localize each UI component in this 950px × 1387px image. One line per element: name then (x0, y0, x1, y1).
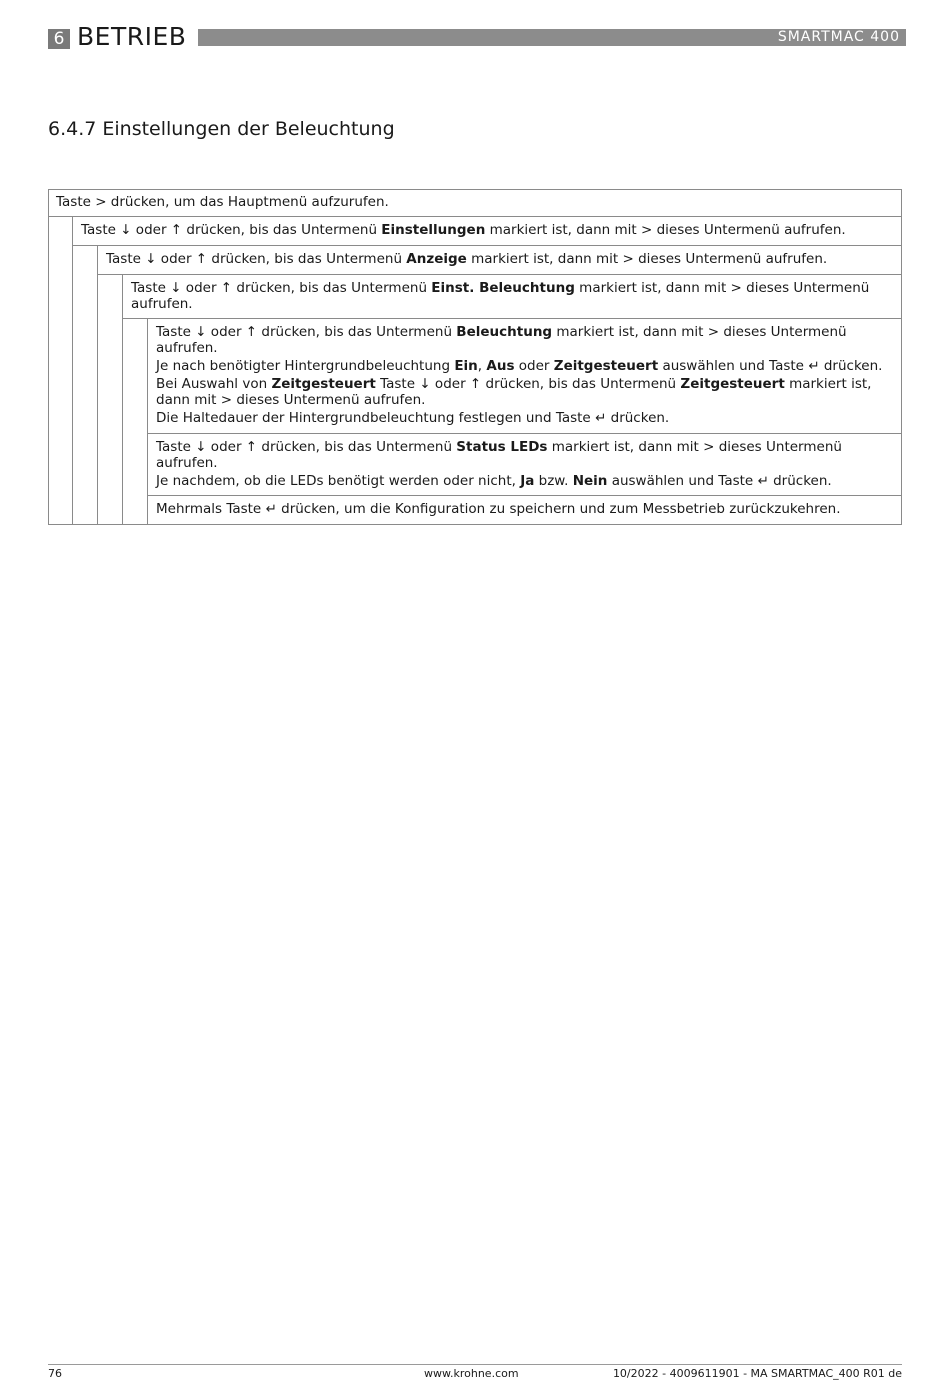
chapter-title: BETRIEB (77, 22, 187, 51)
step-6-l2-pre: Je nachdem, ob die LEDs benötigt werden oder nicht, (156, 473, 521, 489)
footer-divider (48, 1364, 902, 1365)
step-2-post: markiert ist, dann mit > dieses Untermenü aufrufen. (485, 222, 846, 238)
step-row-5 (148, 319, 902, 434)
steps-table (48, 189, 902, 525)
option-zeitgesteuert: Zeitgesteuert (553, 358, 659, 374)
step-3-text (106, 251, 896, 267)
step-row-6 (148, 434, 902, 496)
step-4-menu-einst-beleuchtung: Einst. Beleuchtung (431, 280, 575, 296)
footer-doc-ref: 10/2022 - 4009611901 - MA SMARTMAC_400 R01 de (612, 1367, 902, 1380)
step-3-post: markiert ist, dann mit > dieses Untermenü aufrufen. (466, 251, 828, 267)
chapter-number: 6 (48, 29, 70, 49)
indent-column-4 (123, 318, 148, 525)
step-4-post: markiert ist, dann mit > dieses Untermenü aufrufen. (131, 280, 870, 312)
option-ja: Ja (520, 473, 535, 489)
step-row-7 (148, 496, 902, 525)
indent-column-3 (98, 274, 123, 525)
step-3-pre: Taste ↓ oder ↑ drücken, bis das Untermenü (106, 251, 407, 267)
step-4-text (131, 280, 896, 312)
step-6-line-1 (156, 439, 896, 471)
step-6-l1-pre: Taste ↓ oder ↑ drücken, bis das Untermenü (156, 439, 457, 455)
step-6-l1-post: markiert ist, dann mit > dieses Untermenü aufrufen. (156, 439, 842, 471)
step-row-2 (73, 217, 902, 246)
section-title: 6.4.7 Einstellungen der Beleuchtung (48, 118, 395, 140)
step-5-l1-post: markiert ist, dann mit > dieses Untermenü aufrufen. (156, 324, 847, 356)
step-5-l3-post: markiert ist, dann mit > dieses Untermenü aufrufen. (156, 376, 872, 408)
header-bar (198, 29, 906, 46)
step-5-l2-pre: Je nach benötigter Hintergrundbeleuchtung (156, 358, 455, 374)
option-zeitgesteuert-2: Zeitgesteuert (271, 376, 376, 392)
step-6-l2-post: auswählen und Taste ↵ drücken. (607, 473, 832, 489)
step-5-line-1 (156, 324, 896, 356)
step-2-text (81, 222, 896, 238)
step-5-l3-pre: Bei Auswahl von (156, 376, 272, 392)
step-4-pre: Taste ↓ oder ↑ drücken, bis das Untermenü (131, 280, 432, 296)
step-5-l2-post: auswählen und Taste ↵ drücken. (658, 358, 883, 374)
page-header (48, 22, 906, 51)
option-ein: Ein (454, 358, 478, 374)
footer-website: www.krohne.com (424, 1367, 519, 1380)
step-5-l1-pre: Taste ↓ oder ↑ drücken, bis das Untermenü (156, 324, 457, 340)
product-name: SMARTMAC 400 (777, 29, 900, 45)
step-1-text: Taste > drücken, um das Hauptmenü aufzurufen. (56, 194, 389, 210)
step-5-l3-mid: Taste ↓ oder ↑ drücken, bis das Untermenü (375, 376, 681, 392)
option-nein: Nein (572, 473, 608, 489)
step-row-4 (123, 275, 902, 319)
step-7-text: Mehrmals Taste ↵ drücken, um die Konfiguration zu speichern und zum Messbetrieb zurückzukehren. (156, 501, 841, 517)
step-6-line-2 (156, 473, 896, 489)
page-number: 76 (48, 1367, 62, 1380)
step-3-menu-anzeige: Anzeige (406, 251, 467, 267)
step-2-menu-einstellungen: Einstellungen (381, 222, 486, 238)
indent-column-2 (73, 245, 98, 525)
step-5-line-2 (156, 358, 896, 374)
step-5-line-4: Die Haltedauer der Hintergrundbeleuchtung festlegen und Taste ↵ drücken. (156, 410, 670, 426)
step-row-1 (48, 189, 902, 217)
step-5-line-3 (156, 376, 896, 408)
step-2-pre: Taste ↓ oder ↑ drücken, bis das Untermenü (81, 222, 382, 238)
step-5-l2-sep: , (477, 358, 487, 374)
step-5-menu-beleuchtung: Beleuchtung (456, 324, 553, 340)
option-aus: Aus (486, 358, 515, 374)
indent-column-1 (48, 216, 73, 525)
step-5-l2-mid: oder (514, 358, 554, 374)
step-6-l2-mid: bzw. (534, 473, 573, 489)
step-6-menu-status-leds: Status LEDs (456, 439, 548, 455)
menu-zeitgesteuert: Zeitgesteuert (680, 376, 785, 392)
step-row-3 (98, 246, 902, 275)
